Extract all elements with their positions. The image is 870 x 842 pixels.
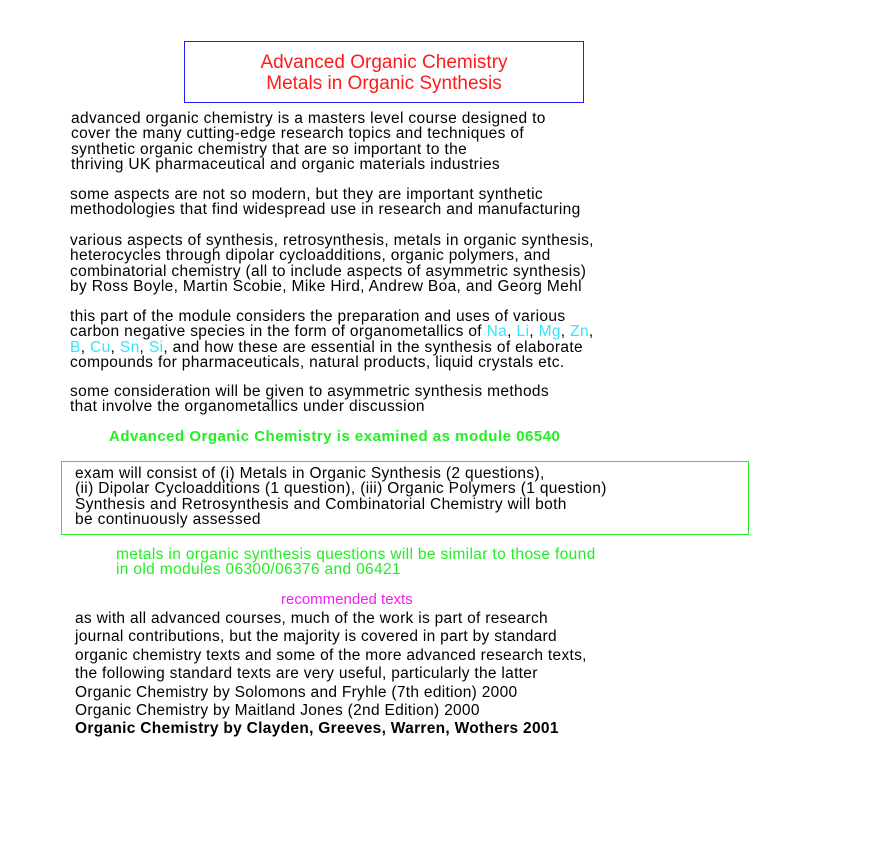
recommended-texts — [75, 610, 587, 739]
asymmetric-paragraph — [70, 384, 549, 415]
text-line: carbon negative species in the form of organometallics of Na, Li, Mg, Zn, — [70, 323, 594, 341]
text-line: in old modules 06300/06376 and 06421 — [116, 561, 401, 579]
text-line: advanced organic chemistry is a masters level course designed to — [71, 110, 546, 127]
metal-b: B — [70, 338, 81, 356]
text-line: this part of the module considers the preparation and uses of various — [70, 308, 566, 325]
metal-cu: Cu — [90, 338, 111, 356]
text-line: organic chemistry texts and some of the more advanced research texts, — [75, 646, 587, 664]
metal-zn: Zn — [570, 323, 589, 341]
text-line: as with all advanced courses, much of the work is part of research — [75, 610, 548, 627]
title-box — [184, 41, 584, 103]
metal-li: Li — [516, 323, 530, 341]
recommended-heading: recommended texts — [281, 591, 413, 608]
text-line: heterocycles through dipolar cycloadditions, organic polymers, and — [70, 247, 551, 265]
text-line: various aspects of synthesis, retrosynthesis, metals in organic synthesis, — [70, 232, 594, 249]
exam-text — [75, 466, 607, 527]
title-line-2: Metals in Organic Synthesis — [266, 73, 502, 94]
intro-paragraph — [71, 111, 546, 172]
text-line: thriving UK pharmaceutical and organic materials industries — [71, 155, 501, 173]
text-line: Organic Chemistry by Maitland Jones (2nd Edition) 2000 — [75, 702, 480, 720]
text-line: that involve the organometallics under discussion — [70, 398, 425, 416]
aspects-paragraph — [70, 187, 581, 218]
similar-paragraph — [116, 547, 596, 578]
text-line: combinatorial chemistry (all to include aspects of asymmetric synthesis) — [70, 262, 587, 280]
title-line-1: Advanced Organic Chemistry — [260, 52, 508, 73]
module-part-paragraph — [70, 309, 594, 370]
metal-mg: Mg — [538, 323, 561, 341]
text-line: methodologies that find widespread use in research and manufacturing — [70, 201, 581, 219]
text-line: B, Cu, Sn, Si, and how these are essential in the synthesis of elaborate — [70, 338, 583, 356]
text-line: compounds for pharmaceuticals, natural products, liquid crystals etc. — [70, 353, 565, 371]
text-line-bold: Organic Chemistry by Clayden, Greeves, Warren, Wothers 2001 — [75, 720, 559, 738]
metal-si: Si — [148, 338, 164, 356]
text-line: some consideration will be given to asymmetric synthesis methods — [70, 383, 549, 400]
text-line: some aspects are not so modern, but they are important synthetic — [70, 186, 543, 203]
exam-box — [61, 461, 749, 535]
text-span: , and how these are essential in the synthesis of elaborate — [163, 338, 583, 356]
text-line: synthetic organic chemistry that are so important to the — [71, 140, 468, 158]
text-line: Organic Chemistry by Solomons and Fryhle (7th edition) 2000 — [75, 683, 518, 701]
text-line: journal contributions, but the majority is covered in part by standard — [75, 628, 557, 646]
text-line: metals in organic synthesis questions will be similar to those found — [116, 546, 596, 563]
text-line: cover the many cutting-edge research topics and techniques of — [71, 125, 525, 143]
text-line: (ii) Dipolar Cycloadditions (1 question), (iii) Organic Polymers (1 question) — [75, 480, 607, 498]
text-line: be continuously assessed — [75, 510, 261, 528]
text-line: exam will consist of (i) Metals in Organic Synthesis (2 questions), — [75, 465, 545, 482]
metal-na: Na — [486, 323, 508, 341]
text-span: carbon negative species in the form of organometallics of — [70, 323, 487, 341]
metal-sn: Sn — [119, 338, 140, 356]
exam-heading: Advanced Organic Chemistry is examined as module 06540 — [109, 428, 561, 445]
text-line: by Ross Boyle, Martin Scobie, Mike Hird, Andrew Boa, and Georg Mehl — [70, 277, 582, 295]
text-line: the following standard texts are very useful, particularly the latter — [75, 665, 538, 683]
topics-paragraph — [70, 233, 594, 294]
text-line: Synthesis and Retrosynthesis and Combinatorial Chemistry will both — [75, 495, 567, 513]
